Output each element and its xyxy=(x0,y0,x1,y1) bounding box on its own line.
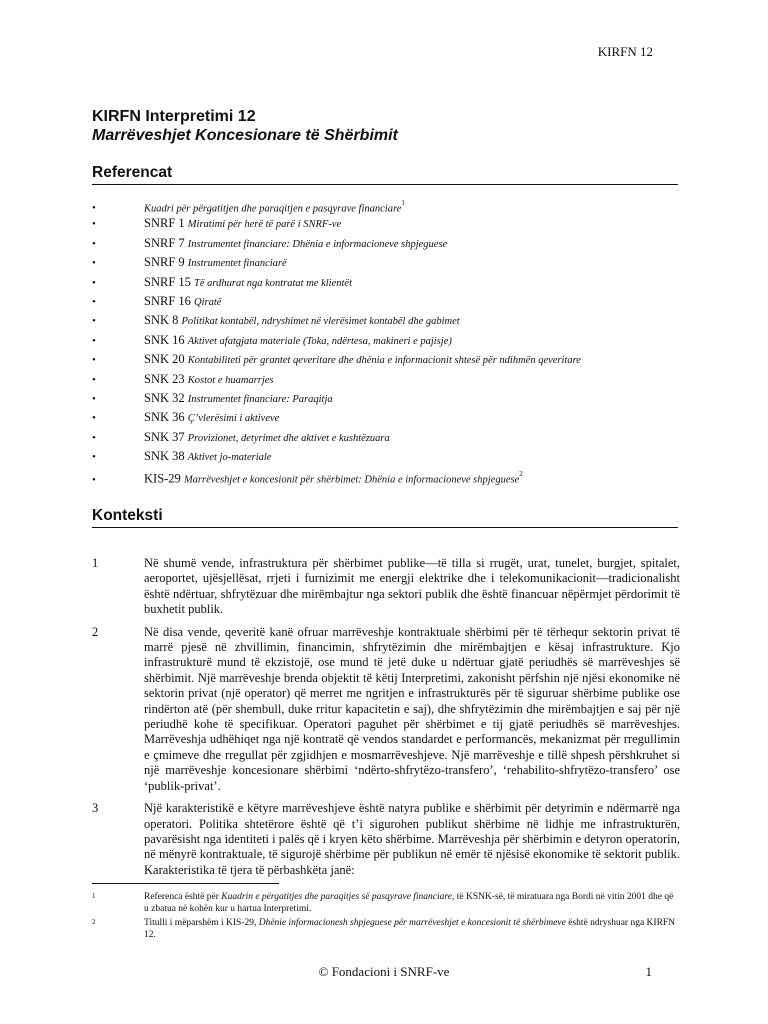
paragraph xyxy=(92,625,680,794)
footer-copyright: © Fondacioni i SNRF-ve xyxy=(318,964,450,979)
reference-code: SNK 16 xyxy=(144,332,188,347)
references-list xyxy=(92,194,682,485)
reference-code: SNRF 16 xyxy=(144,293,195,308)
paragraph-number: 3 xyxy=(92,801,99,816)
reference-item xyxy=(92,213,682,232)
context-paragraphs xyxy=(92,556,680,885)
reference-title: Kontabiliteti për grantet qeveritare dhe dhënia e informacionit shtesë për ndihmën qeveritare xyxy=(187,355,581,367)
bullet: • xyxy=(92,392,96,405)
footnote-divider xyxy=(92,883,279,884)
reference-item xyxy=(92,427,682,446)
reference-code: SNK 20 xyxy=(144,352,188,367)
reference-item xyxy=(92,330,682,349)
footnote-text-pre: Titulli i mëparshëm i KIS-29, xyxy=(144,918,259,928)
reference-item xyxy=(92,388,682,407)
reference-title: Instrumentet financiarë xyxy=(187,258,287,270)
reference-code: SNK 23 xyxy=(144,371,188,386)
footnote-text-post: , të KSNK-së, të miratuara nga Bordi në vitin 2001 dhe që u zbatua në kohën kur u hartua Interpretimi. xyxy=(144,892,674,914)
footnote xyxy=(92,891,680,915)
reference-code: SNRF 1 xyxy=(144,216,188,231)
footnote-text-post: është ndryshuar nga KIRFN 12. xyxy=(144,918,676,940)
paragraph xyxy=(92,556,680,618)
reference-title: Aktivet afatgjata materiale (Toka, ndërtesa, makineri e pajisje) xyxy=(187,335,452,347)
paragraph-text: Një karakteristikë e këtyre marrëveshjeve është natyra publike e shërbimit për detyrimin e ndërmarrë nga operatori. Politika shtetërore është që t’i sigurohen publikut shërbime në lidhje me infrastrukturën, pavarësisht nga identiteti i palës që i kryen këto shërbime. Marrëveshja për shërbimin e detyron operatorin, në mënyrë kontraktuale, të sigurojë shërbime për publikun në emër të njësisë ekonomike të sektorit publik. Karakteristika të tjera të përbashkëta janë: xyxy=(144,801,680,877)
footnote-number: 2 xyxy=(92,918,96,926)
reference-title: Të ardhurat nga kontratat me klientët xyxy=(194,277,352,289)
bullet: • xyxy=(92,257,96,270)
reference-title: Instrumentet financiare: Dhënia e informacioneve shpjeguese xyxy=(187,238,448,250)
title-line-2: Marrëveshjet Koncesionare të Shërbimit xyxy=(92,127,398,144)
reference-title: Kuadri për përgatitjen dhe paraqitjen e pasqyrave financiare xyxy=(144,203,402,215)
reference-title: Instrumentet financiare: Paraqitja xyxy=(187,393,333,405)
paragraph xyxy=(92,801,680,878)
reference-item xyxy=(92,369,682,388)
bullet: • xyxy=(92,218,96,231)
bullet: • xyxy=(92,373,96,386)
header-document-code: KIRFN 12 xyxy=(597,44,653,59)
footnotes xyxy=(92,891,680,943)
page-number: 1 xyxy=(645,964,652,979)
reference-item xyxy=(92,291,682,310)
reference-item xyxy=(92,465,682,484)
reference-code: SNK 36 xyxy=(144,410,188,425)
bullet: • xyxy=(92,354,96,367)
bullet: • xyxy=(92,295,96,308)
reference-item xyxy=(92,310,682,329)
document-title xyxy=(92,107,398,145)
bullet: • xyxy=(92,315,96,328)
bullet: • xyxy=(92,431,96,444)
reference-title: Ç’vlerësimi i aktiveve xyxy=(187,413,280,425)
paragraph-number: 1 xyxy=(92,556,99,570)
bullet: • xyxy=(92,451,96,464)
reference-item xyxy=(92,233,682,252)
footnote-marker: 1 xyxy=(401,199,405,207)
bullet: • xyxy=(92,412,96,425)
reference-item xyxy=(92,349,682,368)
footnote-text-pre: Referenca është për xyxy=(144,892,222,902)
reference-code: KIS-29 xyxy=(144,471,184,486)
reference-code: SNRF 7 xyxy=(144,235,188,250)
bullet: • xyxy=(92,202,96,215)
title-line-1: KIRFN Interpretimi 12 xyxy=(92,108,256,125)
reference-title: Qiratë xyxy=(194,296,222,308)
reference-code: SNRF 15 xyxy=(144,274,195,289)
reference-title: Marrëveshjet e koncesionit për shërbimet: Dhënia e informacioneve shpjeguese xyxy=(183,474,520,486)
reference-item xyxy=(92,252,682,271)
reference-item xyxy=(92,272,682,291)
footnote-text-italic: Kuadrin e përgatitjes dhe paraqitjes së pasqyrave financiare xyxy=(221,892,452,902)
reference-title: Aktivet jo-materiale xyxy=(187,452,272,464)
reference-item xyxy=(92,446,682,465)
context-heading: Konteksti xyxy=(92,507,678,528)
footnote-marker: 2 xyxy=(519,470,523,479)
bullet: • xyxy=(92,276,96,289)
references-heading: Referencat xyxy=(92,164,678,185)
footnote xyxy=(92,917,680,941)
footnote-text-italic: Dhënie informacionesh shpjeguese për marrëveshjet e koncesionit të shërbimeve xyxy=(258,918,566,928)
footnote-number: 1 xyxy=(92,892,96,900)
reference-title: Provizionet, detyrimet dhe aktivet e kushtëzuara xyxy=(187,432,390,444)
reference-code: SNRF 9 xyxy=(144,255,188,270)
bullet: • xyxy=(92,237,96,250)
reference-code: SNK 8 xyxy=(144,313,182,328)
paragraph-number: 2 xyxy=(92,624,99,639)
reference-title: Miratimi për herë të parë i SNRF-ve xyxy=(187,219,342,231)
reference-code: SNK 32 xyxy=(144,390,188,405)
reference-item xyxy=(92,194,682,213)
paragraph-text: Në disa vende, qeveritë kanë ofruar marrëveshje kontraktuale shërbimi për të tërhequr sektorin privat të marrë pjesë në zhvillimin, financimin, shfrytëzimin dhe mirëmbajtjen e kësaj infrastrukture. Kjo infrastrukturë mund të ekzistojë, ose mund të jetë duke u ndërtuar gjatë periudhës së marrëveshjes së shërbimit. Një marrëveshje brenda objektit të këtij Interpretimi, zakonisht përfshin një njësi ekonomike në sektorin privat (një operator) që merret me ngritjen e infrastrukturës për të siguruar shërbime publike ose rindërton atë (për shembull, duke rritur kapacitetin e saj), dhe shfrytëzimin dhe mirëmbajtjen e saj për një periudhë kohe të specifikuar. Operatori paguhet për shërbimet e tij gjatë periudhës së marrëveshjes. Marrëveshja udhëhiqet nga një kontratë që vendos standardet e performancës, mekanizmat për rregullimin e çmimeve dhe rregullat për zgjidhjen e mosmarrëveshjeve. Një marrëveshje e tillë shpesh përshkruhet si një marrëveshje koncesionare shërbimi ‘ndërto-shfrytëzo-transfero’, ‘rehabilito-shfrytëzo-transfero’ ose ‘publik-privat’. xyxy=(144,624,680,793)
paragraph-text: Në shumë vende, infrastruktura për shërbimet publike—të tilla si rrugët, urat, tunelet, burgjet, spitalet, aeroportet, ujësjellësat, rrjeti i furnizimit me energji elektrike dhe i telekomunikacionit—tradicionalisht është ndërtuar, shfrytëzuar dhe mirëmbajtur nga sektori publik dhe është financuar nëpërmjet përdorimit të buxhetit publik. xyxy=(144,556,680,617)
reference-title: Politikat kontabël, ndryshimet në vlerësimet kontabël dhe gabimet xyxy=(181,316,460,328)
reference-code: SNK 37 xyxy=(144,429,188,444)
reference-item xyxy=(92,407,682,426)
reference-code: SNK 38 xyxy=(144,449,188,464)
bullet: • xyxy=(92,473,96,486)
bullet: • xyxy=(92,334,96,347)
reference-title: Kostot e huamarrjes xyxy=(187,374,274,386)
